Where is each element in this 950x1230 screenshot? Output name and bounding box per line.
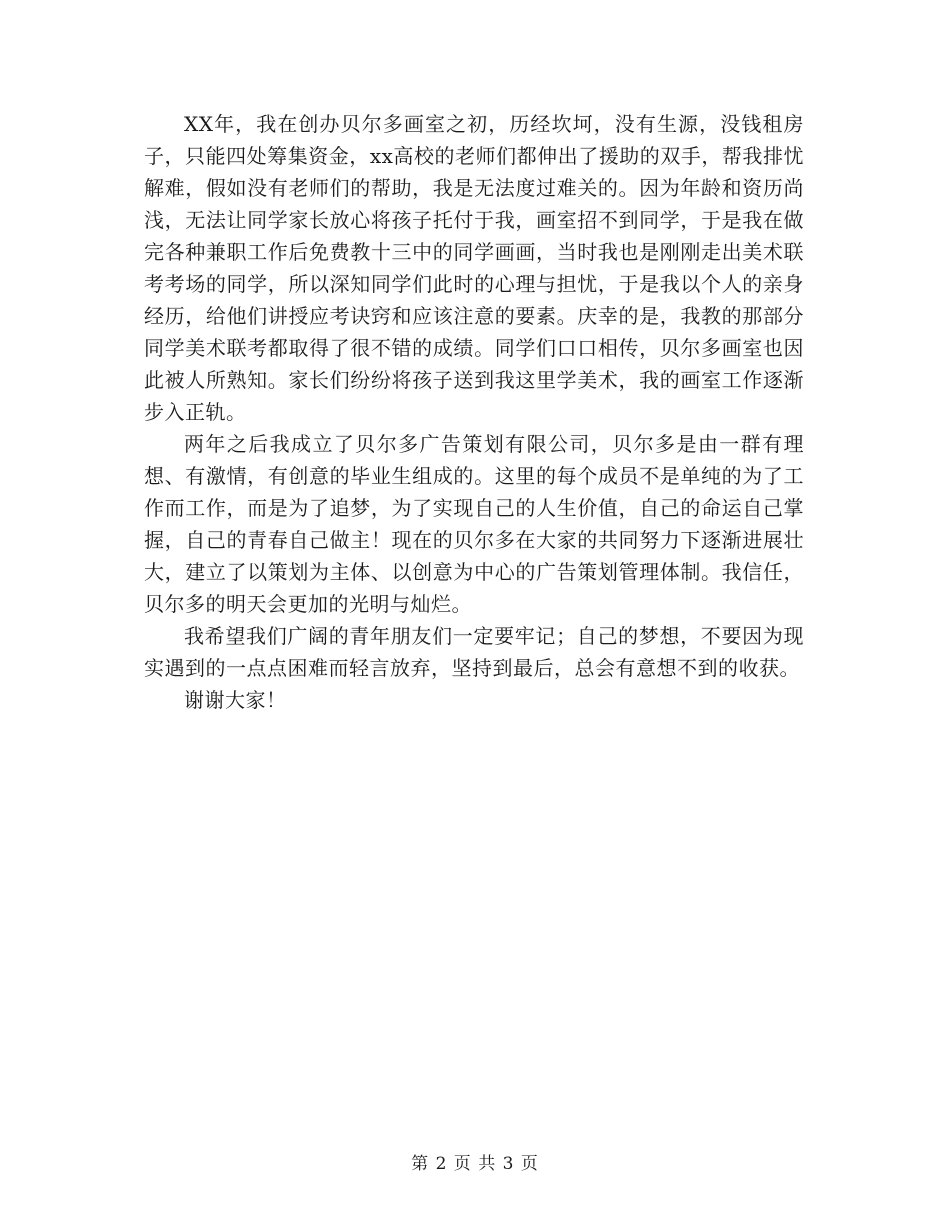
paragraph-3: 我希望我们广阔的青年朋友们一定要牢记；自己的梦想，不要因为现实遇到的一点点困难而轻言放弃，坚持到最后，总会有意想不到的收获。 — [144, 624, 804, 680]
document-body — [144, 108, 804, 716]
page-number-footer: 第 2 页 共 3 页 — [411, 1154, 539, 1174]
paragraph-4: 谢谢大家！ — [184, 688, 287, 712]
paragraph-1: XX年，我在创办贝尔多画室之初，历经坎坷，没有生源，没钱租房子，只能四处筹集资金，xx高校的老师们都伸出了援助的双手，帮我排忧解难，假如没有老师们的帮助，我是无法度过难关的。因为年龄和资历尚浅，无法让同学家长放心将孩子托付于我，画室招不到同学，于是我在做完各种兼职工作后免费教十三中的同学画画，当时我也是刚刚走出美术联考考场的同学，所以深知同学们此时的心理与担忧，于是我以个人的亲身经历，给他们讲授应考诀窍和应该注意的要素。庆幸的是，我教的那部分同学美术联考都取得了很不错的成绩。同学们口口相传，贝尔多画室也因此被人所熟知。家长们纷纷将孩子送到我这里学美术，我的画室工作逐渐步入正轨。 — [144, 112, 804, 424]
paragraph-2: 两年之后我成立了贝尔多广告策划有限公司，贝尔多是由一群有理想、有激情，有创意的毕业生组成的。这里的每个成员不是单纯的为了工作而工作，而是为了追梦，为了实现自己的人生价值，自己的命运自己掌握，自己的青春自己做主！现在的贝尔多在大家的共同努力下逐渐进展壮大，建立了以策划为主体、以创意为中心的广告策划管理体制。我信任，贝尔多的明天会更加的光明与灿烂。 — [144, 432, 804, 616]
